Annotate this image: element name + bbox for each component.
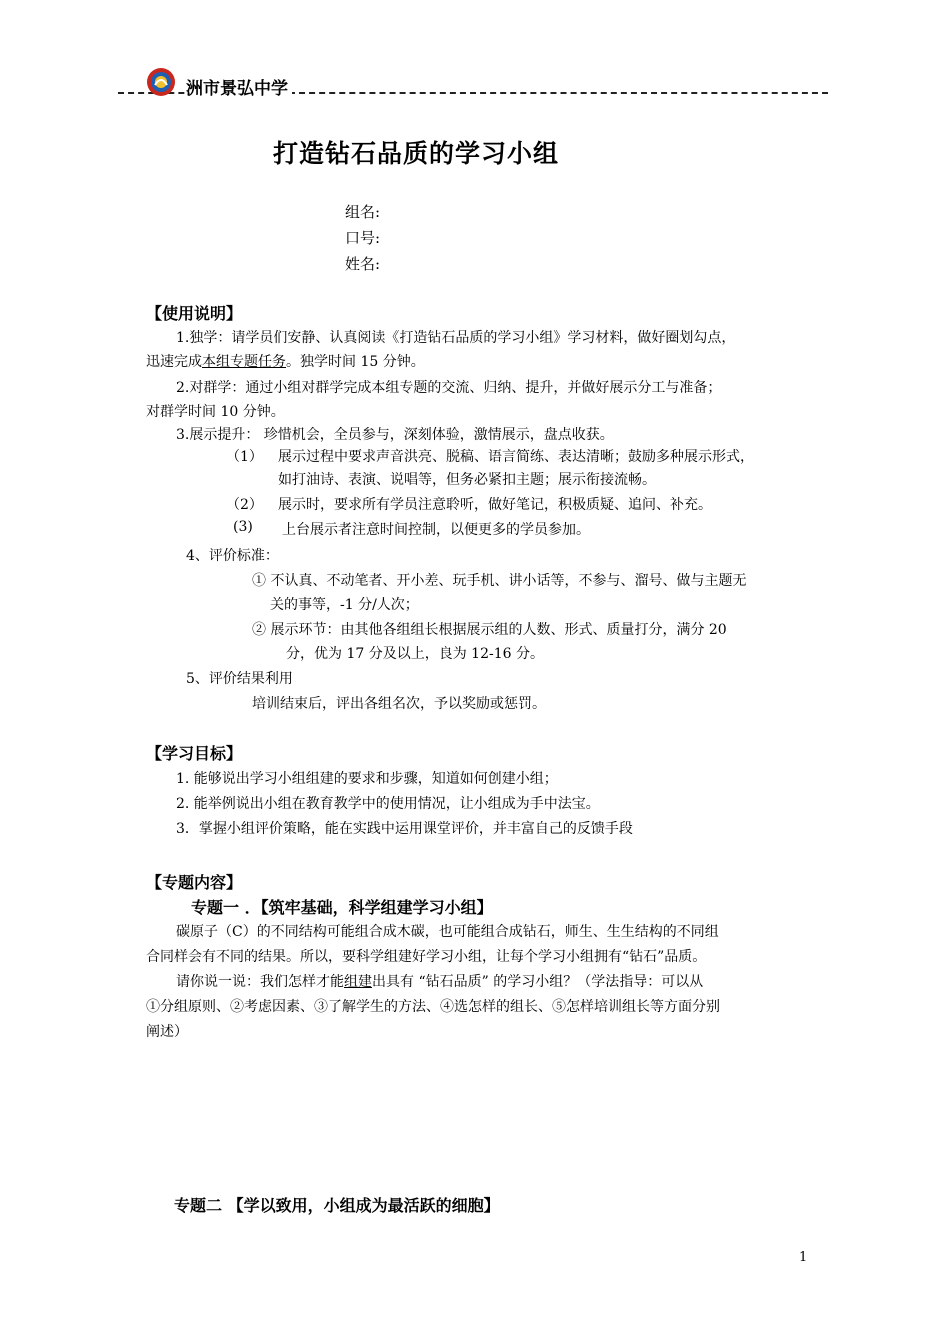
page-title: 打造钻石品质的学习小组 [273,139,560,168]
usage-p4-2-line1: ② 展示环节：由其他各组组长根据展示组的人数、形式、质量打分，满分 20 [252,622,727,638]
topic-two-title: 专题二 【学以致用，小组成为最活跃的细胞】 [174,1196,500,1215]
goals-heading: 【学习目标】 [146,744,243,763]
school-logo-icon [146,67,176,97]
member-name-field: 姓名: [345,255,381,273]
usage-p4-2-line2: 分，优为 17 分及以上，良为 12-16 分。 [286,646,544,662]
usage-p3-3-num: (3) [233,519,253,535]
topic-one-title: 专题一 ．【筑牢基础，科学组建学习小组】 [191,898,493,917]
goal-item: 3．掌握小组评价策略，能在实践中运用课堂评价，并丰富自己的反馈手段 [176,821,633,837]
topic-one-question-line2: ①分组原则、②考虑因素、③了解学生的方法、④选怎样的组长、⑤怎样培训组长等方面分别 [146,999,720,1015]
usage-p3-1-num: （1） [226,449,263,465]
page-number: 1 [799,1250,808,1265]
usage-p3: 3.展示提升： 珍惜机会，全员参与，深刻体验，激情展示，盘点收获。 [176,427,614,443]
build-underline: 组建 [344,974,372,990]
task-underline: 本组专题任务 [202,354,286,370]
usage-p1-line2: 迅速完成本组专题任务。独学时间 15 分钟。 [146,354,425,370]
usage-p4-1-line1: ① 不认真、不动笔者、开小差、玩手机、讲小话等，不参与、溜号、做与主题无 [252,573,747,589]
usage-p3-3: 上台展示者注意时间控制，以便更多的学员参加。 [282,522,590,538]
topic-one-line2: 合同样会有不同的结果。所以，要科学组建好学习小组，让每个学习小组拥有“钻石”品质。 [146,949,707,965]
goal-item: 1. 能够说出学习小组组建的要求和步骤，知道如何创建小组； [176,771,558,787]
usage-p5-1: 培训结束后，评出各组名次，予以奖励或惩罚。 [252,696,546,712]
slogan-field: 口号: [345,229,381,247]
usage-p2-line2: 对群学时间 10 分钟。 [146,404,285,420]
topic-one-question-line3: 阐述） [146,1024,188,1040]
topics-heading: 【专题内容】 [146,873,243,892]
usage-p3-1-line2: 如打油诗、表演、说唱等，但务必紧扣主题；展示衔接流畅。 [278,472,656,488]
usage-p2-line1: 2.对群学：通过小组对群学完成本组专题的交流、归纳、提升，并做好展示分工与准备； [176,380,722,396]
usage-p3-1-line1: 展示过程中要求声音洪亮、脱稿、语言简练、表达清晰；鼓励多种展示形式， [278,449,754,465]
usage-p5: 5、评价结果利用 [186,671,293,687]
usage-p1-line1: 1.独学：请学员们安静、认真阅读《打造钻石品质的学习小组》学习材料，做好圈划勾点， [176,330,736,346]
usage-p3-2: 展示时，要求所有学员注意聆听，做好笔记，积极质疑、追问、补充。 [278,497,712,513]
usage-heading: 【使用说明】 [146,304,243,323]
topic-one-question-line1: 请你说一说：我们怎样才能组建出具有 “钻石品质” 的学习小组？（学法指导：可以从 [176,974,704,990]
usage-p3-2-num: （2） [226,497,263,513]
group-name-field: 组名: [345,203,381,221]
goal-item: 2. 能举例说出小组在教育教学中的使用情况，让小组成为手中法宝。 [176,796,600,812]
usage-p4-1-line2: 关的事等，-1 分/人次； [270,597,419,613]
usage-p4: 4、评价标准： [186,548,279,564]
school-name: 洲市景弘中学 [186,74,292,99]
topic-one-line1: 碳原子（C）的不同结构可能组合成木碳，也可能组合成钻石，师生、生生结构的不同组 [176,924,719,940]
